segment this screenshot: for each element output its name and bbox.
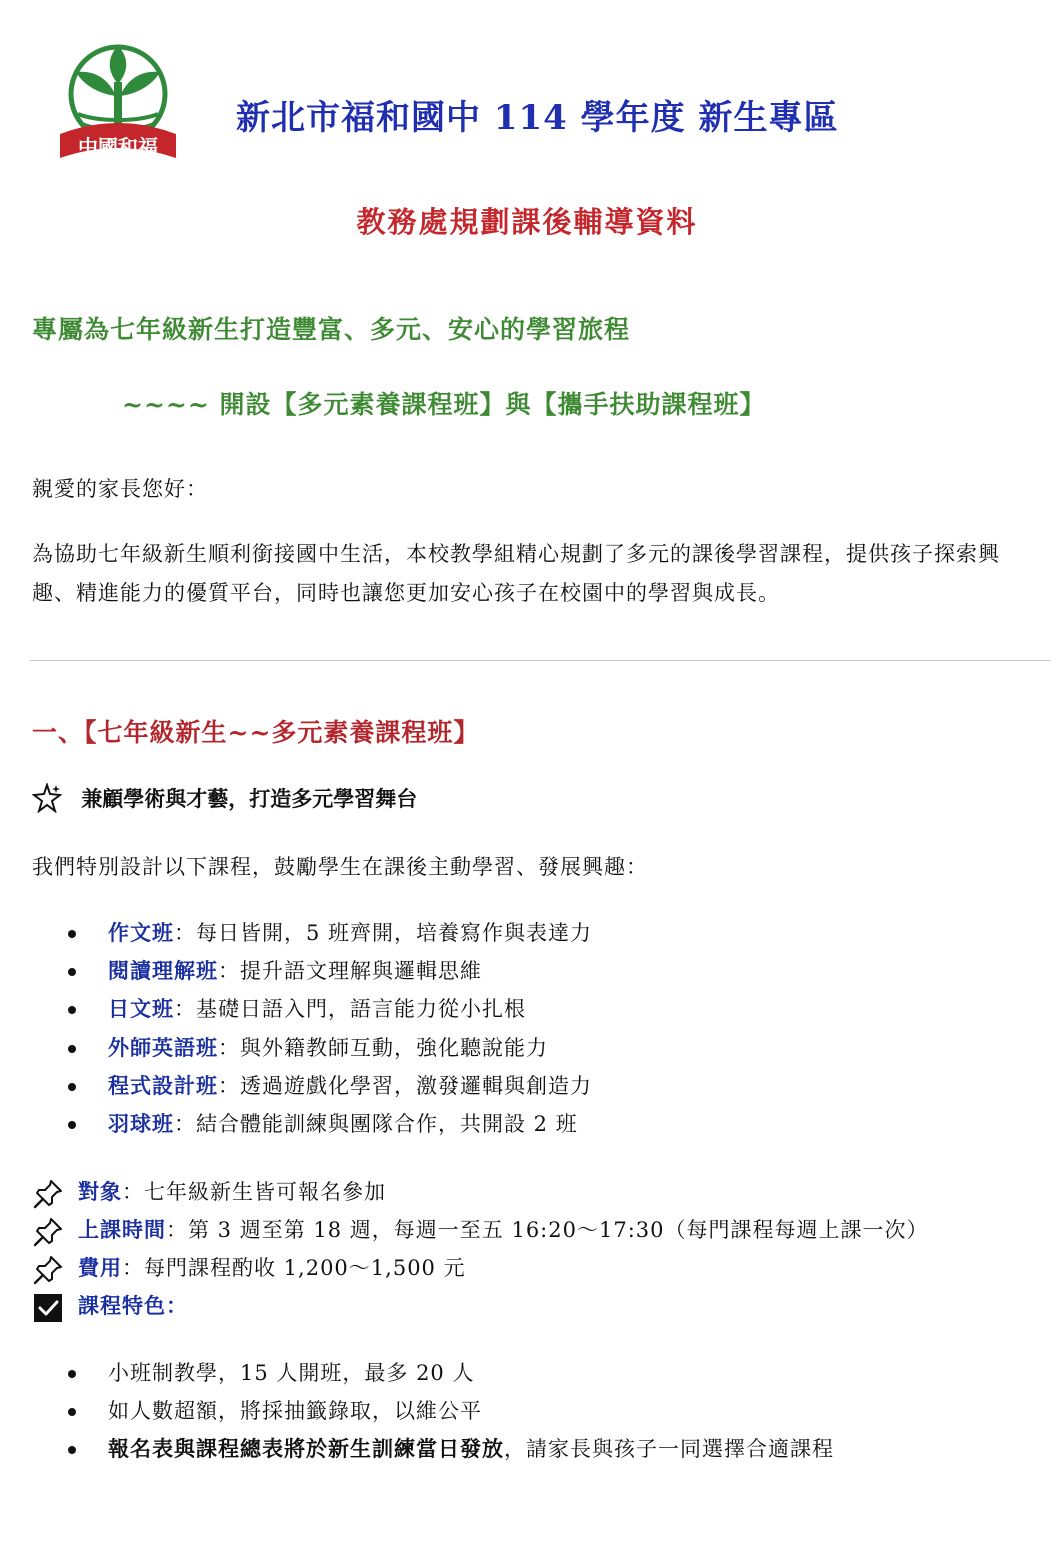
course-name: 日文班: [108, 996, 174, 1022]
school-emblem-icon: [48, 42, 188, 167]
feature-text: ，請家長與孩子一同選擇合適課程: [504, 1437, 834, 1462]
info-fee: [32, 1249, 466, 1287]
section-title: 一、【七年級新生~~多元素養課程班】: [32, 718, 480, 747]
bullet-icon: [68, 930, 76, 938]
logo-text: 中國和福: [78, 135, 158, 159]
info-features: [32, 1287, 188, 1325]
list-item: [32, 990, 592, 1028]
course-name: 程式設計班: [108, 1072, 218, 1098]
bullet-icon: [68, 1045, 76, 1053]
pushpin-icon: [32, 1178, 64, 1210]
course-name: 作文班: [108, 920, 174, 945]
feature-text: 小班制教學，15 人開班，最多 20 人: [108, 1361, 475, 1385]
time-value: ：第 3 週至第 18 週，每週一至五 16:20～17:30（每門課程每週上課一次）: [166, 1218, 929, 1242]
course-list: [32, 914, 592, 1143]
list-item: [32, 1105, 592, 1143]
pushpin-icon: [32, 1216, 64, 1248]
sparkle-icon: [32, 783, 62, 813]
features-label: 課程特色：: [78, 1293, 188, 1318]
bullet-icon: [68, 1121, 76, 1129]
target-value: ：七年級新生皆可報名參加: [122, 1180, 386, 1204]
bullet-icon: [68, 1446, 76, 1454]
section-divider: [30, 660, 1050, 661]
target-label: 對象: [78, 1179, 122, 1204]
list-item: [32, 1029, 592, 1067]
course-desc: ：提升語文理解與邏輯思維: [218, 959, 482, 984]
pushpin-icon: [32, 1254, 64, 1286]
time-label: 上課時間: [78, 1217, 166, 1242]
list-item: [32, 914, 592, 952]
bullet-icon: [68, 1006, 76, 1014]
bullet-icon: [68, 1408, 76, 1416]
course-name: 閱讀理解班: [108, 958, 218, 984]
tagline: 專屬為七年級新生打造豐富、多元、安心的學習旅程: [32, 315, 631, 344]
greeting: 親愛的家長您好：: [32, 477, 208, 501]
info-time: [32, 1211, 929, 1249]
checkbox-checked-icon: [32, 1292, 64, 1324]
intro-paragraph: 為協助七年級新生順利銜接國中生活，本校教學組精心規劃了多元的課後學習課程，提供孩子探索興趣、精進能力的優質平台，同時也讓您更加安心孩子在校園中的學習與成長。: [32, 542, 1000, 605]
list-item: [32, 1392, 834, 1430]
bullet-icon: [68, 1370, 76, 1378]
school-logo: [48, 42, 188, 167]
fee-label: 費用: [78, 1255, 122, 1280]
course-desc: ：基礎日語入門，語言能力從小扎根: [174, 997, 526, 1022]
course-desc: ：結合體能訓練與團隊合作，共開設 2 班: [174, 1111, 578, 1136]
feature-bold: 報名表與課程總表將於新生訓練當日發放: [108, 1436, 504, 1462]
classes-offered: ~~~~ 開設【多元素養課程班】與【攜手扶助課程班】: [122, 390, 766, 419]
courses-lead: 我們特別設計以下課程，鼓勵學生在課後主動學習、發展興趣：: [32, 855, 648, 879]
feature-heading: [32, 783, 417, 813]
list-item: [32, 1067, 592, 1105]
course-desc: ：透過遊戲化學習，激發邏輯與創造力: [218, 1073, 592, 1098]
feature-text: 如人數超額，將採抽籤錄取，以維公平: [108, 1399, 482, 1424]
bullet-icon: [68, 1083, 76, 1091]
info-target: [32, 1173, 386, 1211]
list-item: [32, 1430, 834, 1468]
course-desc: ：每日皆開，5 班齊開，培養寫作與表達力: [174, 921, 593, 945]
list-item: [32, 952, 592, 990]
page-title: 新北市福和國中 114 學年度 新生專區: [236, 98, 839, 138]
bullet-icon: [68, 968, 76, 976]
course-name: 外師英語班: [108, 1034, 218, 1060]
fee-value: ：每門課程酌收 1,200～1,500 元: [122, 1256, 466, 1280]
feature-list: [32, 1354, 834, 1469]
list-item: [32, 1354, 834, 1392]
course-name: 羽球班: [108, 1110, 174, 1136]
department-title: 教務處規劃課後輔導資料: [356, 205, 698, 239]
feature-label: 兼顧學術與才藝，打造多元學習舞台: [81, 786, 418, 811]
course-desc: ：與外籍教師互動，強化聽說能力: [218, 1035, 548, 1060]
